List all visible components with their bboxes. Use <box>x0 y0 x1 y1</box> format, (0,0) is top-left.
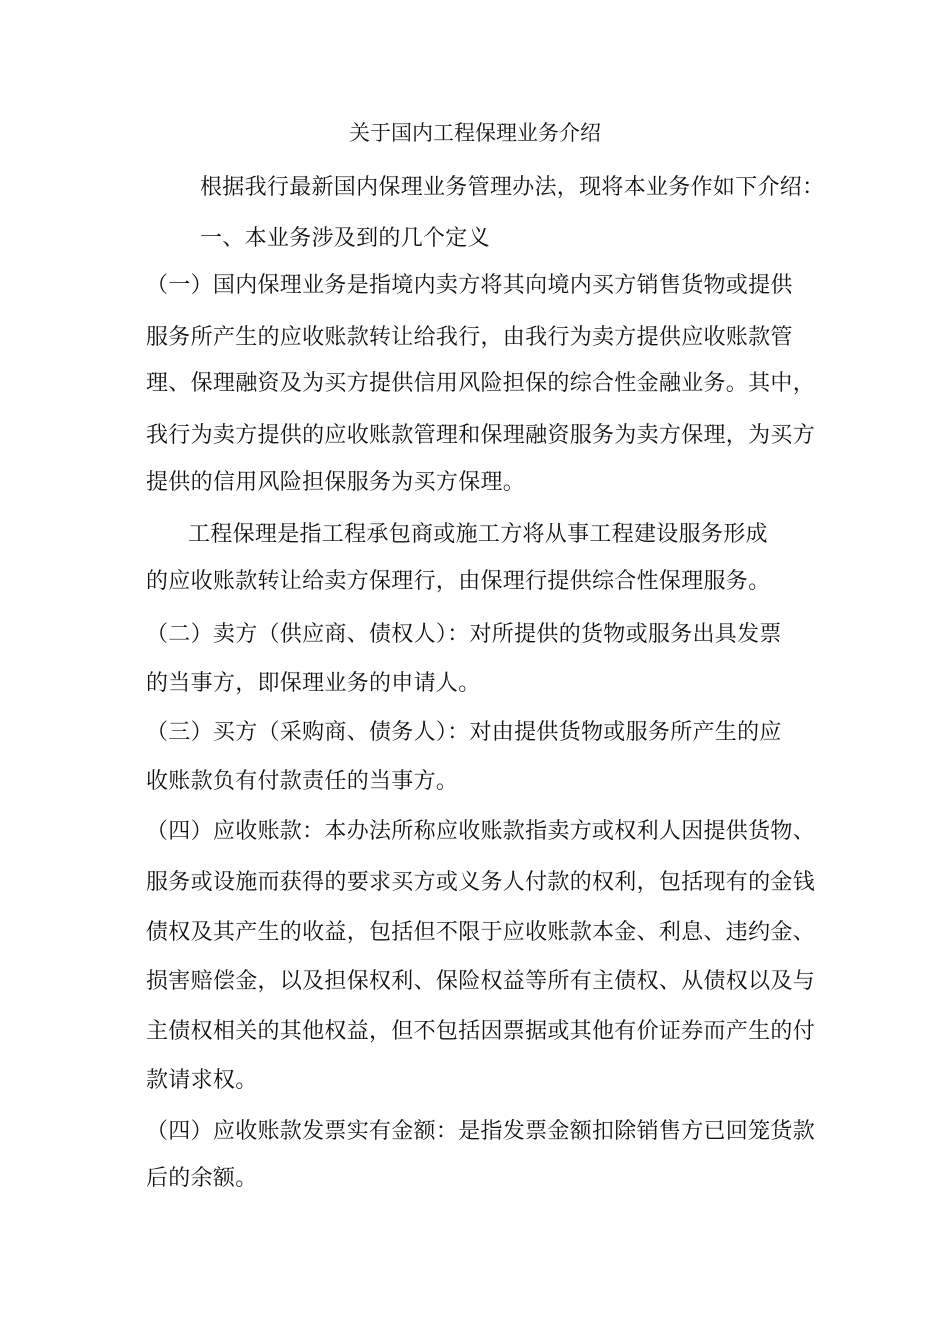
text-line: 我行为卖方提供的应收账款管理和保理融资服务为卖方保理，为买方 <box>146 423 816 448</box>
text-line: 提供的信用风险担保服务为买方保理。 <box>146 470 526 495</box>
text-line: （四）应收账款：本办法所称应收账款指卖方或权利人因提供货物、 <box>146 819 816 844</box>
text-line: （二）卖方（供应商、债权人）：对所提供的货物或服务出具发票 <box>146 622 782 647</box>
intro-paragraph: 根据我行最新国内保理业务管理办法，现将本业务作如下介绍： <box>200 175 825 200</box>
text-line: （三）买方（采购商、债务人）：对由提供货物或服务所产生的应 <box>146 720 782 745</box>
text-line: 后的余额。 <box>146 1166 258 1191</box>
text-line: 债权及其产生的收益，包括但不限于应收账款本金、利息、违约金、 <box>146 920 816 945</box>
text-line: 损害赔偿金，以及担保权利、保险权益等所有主债权、从债权以及与 <box>146 969 816 994</box>
text-line: （四）应收账款发票实有金额：是指发票金额扣除销售方已回笼货款 <box>146 1119 816 1144</box>
text-line: 的应收账款转让给卖方保理行，由保理行提供综合性保理服务。 <box>146 569 771 594</box>
text-line: 理、保理融资及为买方提供信用风险担保的综合性金融业务。其中， <box>146 371 816 396</box>
text-line: 款请求权。 <box>146 1068 258 1093</box>
text-line: 收账款负有付款责任的当事方。 <box>146 769 459 794</box>
text-line: 主债权相关的其他权益，但不包括因票据或其他有价证券而产生的付 <box>146 1019 816 1044</box>
text-line: 的当事方，即保理业务的申请人。 <box>146 671 481 696</box>
text-line: 工程保理是指工程承包商或施工方将从事工程建设服务形成 <box>188 522 768 547</box>
text-line: （一）国内保理业务是指境内卖方将其向境内买方销售货物或提供 <box>146 273 793 298</box>
text-line: 服务所产生的应收账款转让给我行，由我行为卖方提供应收账款管 <box>146 325 793 350</box>
section-heading: 一、本业务涉及到的几个定义 <box>200 226 490 251</box>
text-line: 服务或设施而获得的要求买方或义务人付款的权利，包括现有的金钱 <box>146 870 816 895</box>
document-title: 关于国内工程保理业务介绍 <box>349 121 601 145</box>
